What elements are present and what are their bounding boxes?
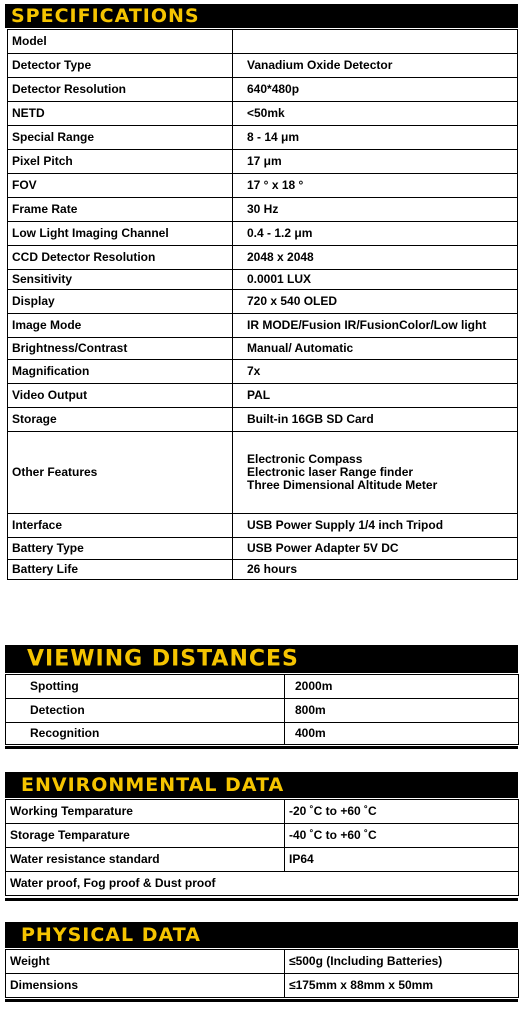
row-value: USB Power Adapter 5V DC [233,538,518,560]
table-row [8,560,518,580]
environmental-data-title: ENVIRONMENTAL DATA [21,774,285,796]
row-label: Sensitivity [8,270,233,290]
row-value: IR MODE/Fusion IR/FusionColor/Low light [233,314,518,338]
table-row [8,538,518,560]
row-value: 30 Hz [233,198,518,222]
row-label: Working Temparature [6,800,285,824]
row-label: Video Output [8,384,233,408]
table-row [6,723,519,745]
row-label: Storage [8,408,233,432]
row-label: Brightness/Contrast [8,338,233,360]
row-label: Magnification [8,360,233,384]
specifications-banner [5,4,518,28]
viewing-distances-title: VIEWING DISTANCES [27,646,299,672]
table-row [8,270,518,290]
row-label: Low Light Imaging Channel [8,222,233,246]
row-label: Detection [6,699,285,723]
row-label: Storage Temparature [6,824,285,848]
table-row [6,824,519,848]
row-value: IP64 [285,848,519,872]
table-row [8,198,518,222]
row-value: -20 ˚C to +60 ˚C [285,800,519,824]
table-row [8,338,518,360]
row-value: 400m [285,723,519,745]
row-value: 800m [285,699,519,723]
environmental-data-bottom-border [5,898,518,901]
table-row [6,675,519,699]
viewing-distances-bottom-border [5,746,518,749]
row-label: Special Range [8,126,233,150]
row-label: Pixel Pitch [8,150,233,174]
row-value: 640*480p [233,78,518,102]
row-value: PAL [233,384,518,408]
viewing-distances-table [5,674,519,745]
row-label: Detector Type [8,54,233,78]
row-label: Weight [6,950,285,974]
table-row [6,950,519,974]
row-value: 0.4 - 1.2 μm [233,222,518,246]
row-value: 8 - 14 μm [233,126,518,150]
table-row [8,246,518,270]
row-value: Vanadium Oxide Detector [233,54,518,78]
row-label: Other Features [8,432,233,514]
table-row [8,514,518,538]
row-value: 7x [233,360,518,384]
row-value-line: Electronic laser Range finder [247,465,414,479]
table-row [8,30,518,54]
row-value: -40 ˚C to +60 ˚C [285,824,519,848]
physical-data-bottom-border [5,999,518,1002]
specifications-title: SPECIFICATIONS [11,5,200,27]
table-row [6,800,519,824]
table-row [8,222,518,246]
row-value: 17 μm [233,150,518,174]
row-value: ≤175mm x 88mm x 50mm [285,974,519,998]
table-row [8,360,518,384]
physical-data-table [5,949,519,998]
table-row [6,974,519,998]
row-value: 17 ° x 18 ° [233,174,518,198]
row-value: USB Power Supply 1/4 inch Tripod [233,514,518,538]
table-row [8,102,518,126]
table-row [8,174,518,198]
row-value: 2048 x 2048 [233,246,518,270]
row-label: NETD [8,102,233,126]
table-row [8,54,518,78]
environmental-footer-note: Water proof, Fog proof & Dust proof [6,872,519,896]
environmental-data-banner [5,772,518,798]
row-label: Battery Type [8,538,233,560]
row-label: Frame Rate [8,198,233,222]
row-label: CCD Detector Resolution [8,246,233,270]
table-row [8,408,518,432]
row-label: Interface [8,514,233,538]
row-value: 720 x 540 OLED [233,290,518,314]
row-value [233,432,518,514]
row-label: Model [8,30,233,54]
row-label: FOV [8,174,233,198]
row-label: Image Mode [8,314,233,338]
row-label: Detector Resolution [8,78,233,102]
row-value: <50mk [233,102,518,126]
row-value: Manual/ Automatic [233,338,518,360]
table-row [6,848,519,872]
environmental-data-table [5,799,519,896]
row-label: Display [8,290,233,314]
row-value: ≤500g (Including Batteries) [285,950,519,974]
table-row [8,432,518,514]
specifications-table [7,29,518,580]
row-label: Dimensions [6,974,285,998]
row-value: 2000m [285,675,519,699]
row-label: Battery Life [8,560,233,580]
row-value: 0.0001 LUX [233,270,518,290]
table-row [8,314,518,338]
viewing-distances-banner [5,645,518,673]
table-row [8,78,518,102]
row-label: Recognition [6,723,285,745]
table-row [8,290,518,314]
table-row [6,699,519,723]
row-value-line: Three Dimensional Altitude Meter [247,478,438,492]
table-row [6,872,519,896]
table-row [8,150,518,174]
row-value: Built-in 16GB SD Card [233,408,518,432]
row-label: Water resistance standard [6,848,285,872]
row-value [233,30,518,54]
row-value: 26 hours [233,560,518,580]
table-row [8,384,518,408]
physical-data-title: PHYSICAL DATA [21,924,201,946]
table-row [8,126,518,150]
row-label: Spotting [6,675,285,699]
row-value-line: Electronic Compass [247,452,363,466]
physical-data-banner [5,922,518,948]
